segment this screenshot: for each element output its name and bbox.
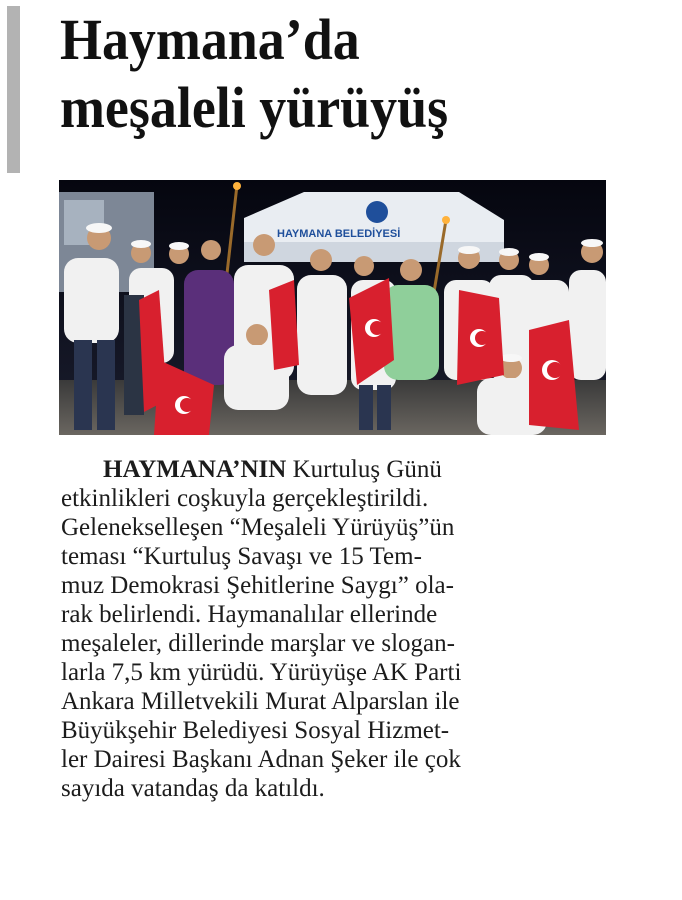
- article-line-11: ler Dairesi Başkanı Adnan Şeker ile çok: [61, 746, 461, 773]
- headline-line-2: meşaleli yürüyüş: [60, 75, 449, 140]
- tent-sign: HAYMANA BELEDİYESİ: [277, 228, 401, 240]
- lead-word: HAYMANA’NIN: [103, 456, 287, 483]
- article-line-1: [61, 455, 601, 484]
- headline-accent-bar: [7, 6, 20, 173]
- article-line-7: meşaleler, dillerinde marşlar ve slogan-: [61, 630, 455, 657]
- photo-illustration: [59, 180, 606, 435]
- article-line-2: etkinlikleri coşkuyla gerçekleştirildi.: [61, 485, 429, 512]
- news-photo: [59, 180, 606, 435]
- article-line-12: sayıda vatandaş da katıldı.: [61, 775, 325, 802]
- article-line-8: larla 7,5 km yürüdü. Yürüyüşe AK Parti: [61, 659, 462, 686]
- article-line-4: teması “Kurtuluş Savaşı ve 15 Tem-: [61, 543, 422, 570]
- municipality-logo-icon: [366, 201, 388, 223]
- article-line-9: Ankara Milletvekili Murat Alparslan ile: [61, 688, 460, 715]
- headline-line-1: Haymana’da: [60, 7, 360, 72]
- article-body: [61, 455, 601, 803]
- article-line-6: rak belirlendi. Haymanalılar ellerinde: [61, 601, 438, 628]
- article-line-3: Gelenekselleşen “Meşaleli Yürüyüş”ün: [61, 514, 455, 541]
- headline: [60, 6, 618, 142]
- article-text-1: Kurtuluş Günü: [292, 456, 442, 483]
- article-line-5: muz Demokrasi Şehitlerine Saygı” ola-: [61, 572, 454, 599]
- article-line-10: Büyükşehir Belediyesi Sosyal Hizmet-: [61, 717, 450, 744]
